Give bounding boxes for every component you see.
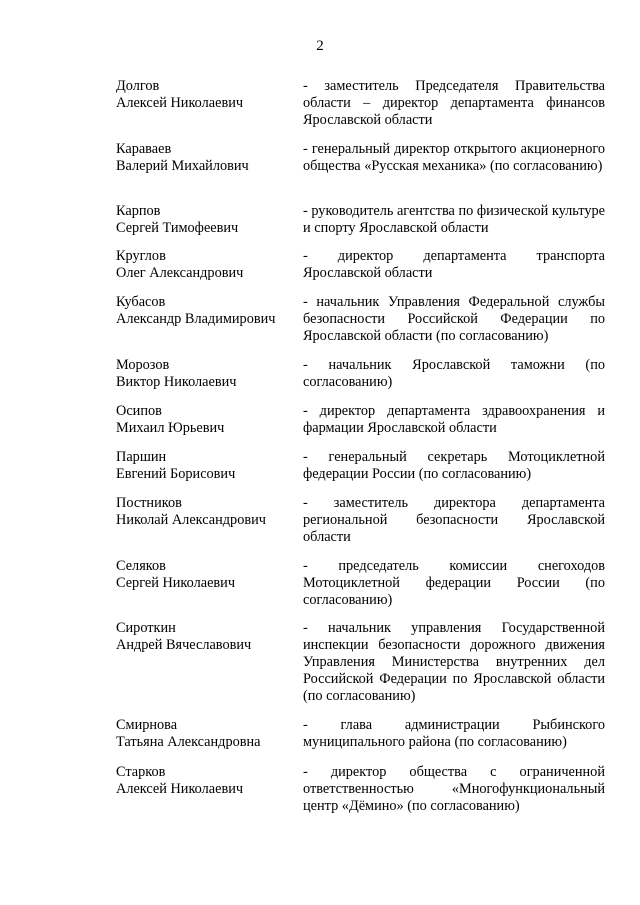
member-surname: Морозов: [116, 357, 170, 373]
member-role: - директор общества с ограниченной ответственностью «Многофункциональный центр «Дёмино» (по согласованию): [303, 764, 605, 814]
member-surname: Круглов: [116, 248, 166, 264]
member-surname: Постников: [116, 495, 182, 511]
member-name: [116, 294, 296, 328]
member-name: [116, 248, 296, 282]
page-number: 2: [316, 38, 324, 54]
member-given-name: Евгений Борисович: [116, 466, 236, 482]
member-given-name: Александр Владимирович: [116, 311, 276, 327]
member-given-name: Алексей Николаевич: [116, 781, 244, 797]
member-name: [116, 558, 296, 592]
member-role: - глава администрации Рыбинского муниципального района (по согласованию): [303, 717, 605, 750]
member-surname: Паршин: [116, 449, 167, 465]
member-role: - генеральный секретарь Мотоциклетной федерации России (по согласованию): [303, 449, 605, 482]
member-surname: Сироткин: [116, 620, 176, 636]
member-name: [116, 403, 296, 437]
member-name: [116, 78, 296, 112]
member-given-name: Николай Александрович: [116, 512, 266, 528]
member-surname: Старков: [116, 764, 166, 780]
member-surname: Караваев: [116, 141, 172, 157]
member-surname: Кубасов: [116, 294, 166, 310]
member-given-name: Татьяна Александровна: [116, 734, 261, 750]
member-name: [116, 620, 296, 654]
member-role: - директор департамента транспорта Ярославской области: [303, 248, 605, 281]
member-name: [116, 141, 296, 175]
member-role: - начальник Ярославской таможни (по согласованию): [303, 357, 605, 390]
member-role: - начальник Управления Федеральной службы безопасности Российской Федерации по Ярославской области (по согласованию): [303, 294, 605, 344]
member-surname: Долгов: [116, 78, 160, 94]
member-given-name: Виктор Николаевич: [116, 374, 237, 390]
member-surname: Карпов: [116, 203, 161, 219]
member-given-name: Алексей Николаевич: [116, 95, 244, 111]
member-given-name: Валерий Михайлович: [116, 158, 249, 174]
member-role: - начальник управления Государственной инспекции безопасности дорожного движения Управления Министерства внутренних дел Российской Федерации по Ярославской области (по согласованию): [303, 620, 605, 704]
member-role: - руководитель агентства по физической культуре и спорту Ярославской области: [303, 203, 605, 236]
member-name: [116, 495, 296, 529]
member-role: - заместитель Председателя Правительства области – директор департамента финансов Ярославской области: [303, 78, 605, 128]
member-surname: Осипов: [116, 403, 162, 419]
member-role: - заместитель директора департамента региональной безопасности Ярославской области: [303, 495, 605, 545]
member-name: [116, 764, 296, 798]
member-name: [116, 203, 296, 237]
member-given-name: Олег Александрович: [116, 265, 244, 281]
member-given-name: Сергей Тимофеевич: [116, 220, 239, 236]
member-surname: Смирнова: [116, 717, 178, 733]
member-role: - директор департамента здравоохранения и фармации Ярославской области: [303, 403, 605, 436]
member-given-name: Сергей Николаевич: [116, 575, 236, 591]
member-role: - председатель комиссии снегоходов Мотоциклетной федерации России (по согласованию): [303, 558, 605, 608]
member-given-name: Михаил Юрьевич: [116, 420, 225, 436]
member-name: [116, 357, 296, 391]
member-name: [116, 449, 296, 483]
member-role: - генеральный директор открытого акционерного общества «Русская механика» (по согласованию): [303, 141, 605, 174]
member-given-name: Андрей Вячеславович: [116, 637, 252, 653]
member-name: [116, 717, 296, 751]
member-surname: Селяков: [116, 558, 166, 574]
